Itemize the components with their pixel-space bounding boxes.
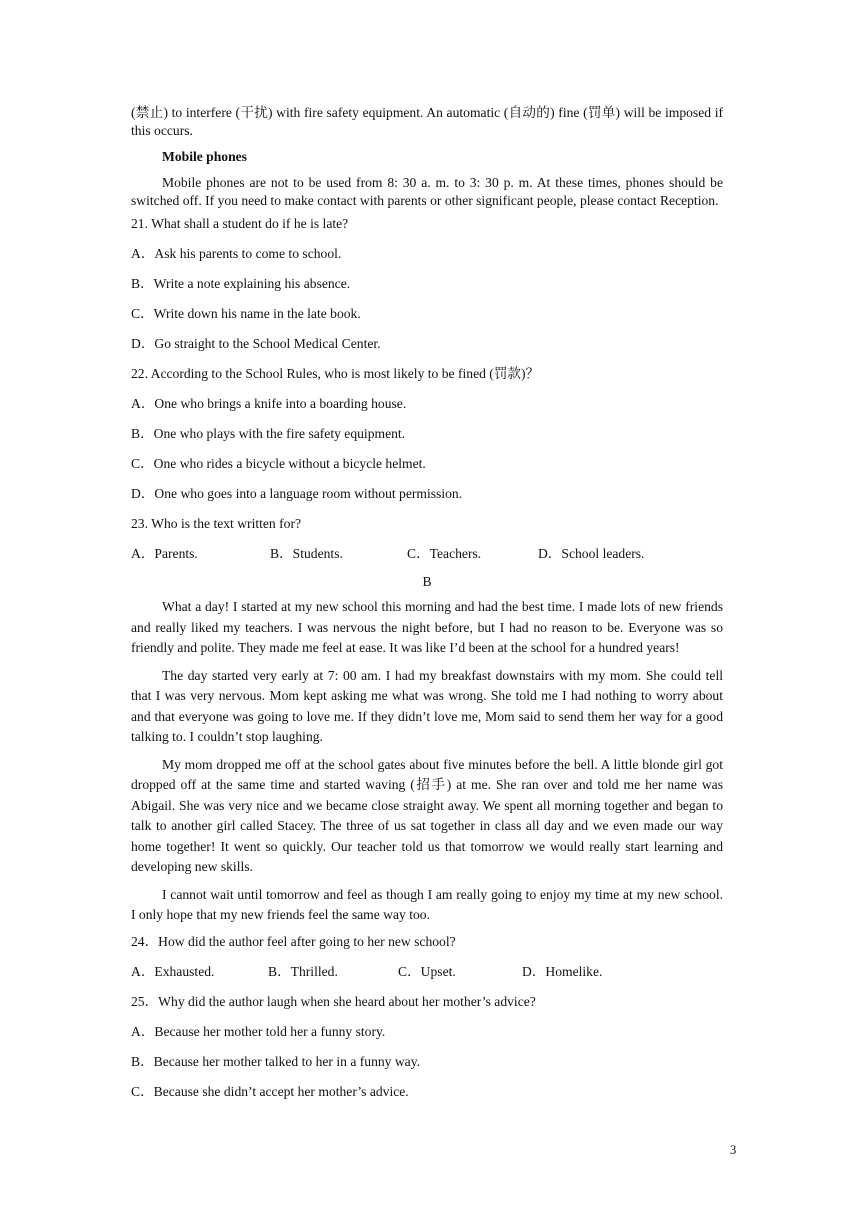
page-number: 3 bbox=[730, 1143, 737, 1157]
question-22-option-c: C．One who rides a bicycle without a bicycle helmet. bbox=[131, 456, 426, 471]
question-24-option-b: B．Thrilled. bbox=[268, 963, 338, 979]
mobile-phones-paragraph: Mobile phones are not to be used from 8: 30 a. m. to 3: 30 p. m. At these times, phones should be switched off. If you need to make contact with parents or other significant people, please contact Reception. bbox=[131, 175, 723, 208]
question-23-option-b: B．Students. bbox=[270, 546, 343, 561]
question-23-text: 23. Who is the text written for? bbox=[131, 516, 302, 531]
question-25-text: 25．Why did the author laugh when she heard about her mother’s advice? bbox=[131, 993, 536, 1009]
question-24-option-a: A．Exhausted. bbox=[131, 963, 215, 979]
story-paragraph-3: My mom dropped me off at the school gates about five minutes before the bell. A little blonde girl got dropped off at the same time and started waving (招手) at me. She ran over and told me her name was Abigail. She was very nice and we became close straight away. We spent all morning together and began to talk to another girl called Stacey. The three of us sat together in class all day and we even made our way home together! It went so quickly. Our teacher told us that tomorrow we would really start learning and developing new skills. bbox=[131, 756, 723, 874]
question-23 bbox=[131, 515, 723, 563]
question-24-option-c: C．Upset. bbox=[398, 963, 456, 979]
story-paragraph-4: I cannot wait until tomorrow and feel as though I am really going to enjoy my time at my new school. I only hope that my new friends feel the same way too. bbox=[131, 886, 723, 922]
question-24-options bbox=[131, 963, 723, 981]
question-24-text: 24．How did the author feel after going to her new school? bbox=[131, 933, 456, 949]
question-25-option-c: C．Because she didn’t accept her mother’s advice. bbox=[131, 1083, 409, 1099]
question-21 bbox=[131, 215, 723, 353]
question-25-option-a: A．Because her mother told her a funny story. bbox=[131, 1023, 386, 1039]
story-paragraph-1: What a day! I started at my new school this morning and had the best time. I made lots of new friends and really liked my teachers. I was nervous the night before, but I had no reason to be. Everyone was so friendly and polite. They made me feel at ease. It was like I’d been at the school for a hundred years! bbox=[131, 599, 723, 655]
question-22-option-a: A．One who brings a knife into a boarding house. bbox=[131, 396, 407, 411]
question-23-options bbox=[131, 545, 723, 563]
question-22-option-d: D．One who goes into a language room without permission. bbox=[131, 486, 463, 501]
question-23-option-d: D．School leaders. bbox=[538, 546, 645, 561]
question-21-text: 21. What shall a student do if he is late? bbox=[131, 216, 349, 231]
question-23-option-c: C．Teachers. bbox=[407, 546, 482, 561]
question-23-option-a: A．Parents. bbox=[131, 546, 198, 561]
question-22 bbox=[131, 365, 723, 503]
question-21-option-d: D．Go straight to the School Medical Center. bbox=[131, 336, 381, 351]
mobile-phones-heading: Mobile phones bbox=[162, 149, 247, 164]
intro-paragraph: (禁止) to interfere (干扰) with fire safety equipment. An automatic (自动的) fine (罚单) will be imposed if this occurs. bbox=[131, 105, 723, 138]
document-page bbox=[131, 104, 723, 1101]
section-b-title: B bbox=[422, 574, 432, 589]
question-21-option-b: B．Write a note explaining his absence. bbox=[131, 276, 351, 291]
question-24 bbox=[131, 933, 723, 981]
question-22-text: 22. According to the School Rules, who is most likely to be fined (罚款)？ bbox=[131, 366, 540, 381]
question-25-option-b: B．Because her mother talked to her in a funny way. bbox=[131, 1053, 421, 1069]
question-21-option-c: C．Write down his name in the late book. bbox=[131, 306, 361, 321]
question-24-option-d: D．Homelike. bbox=[522, 963, 603, 979]
question-25 bbox=[131, 993, 723, 1101]
question-22-option-b: B．One who plays with the fire safety equipment. bbox=[131, 426, 406, 441]
story-paragraph-2: The day started very early at 7: 00 am. I had my breakfast downstairs with my mom. She could tell that I was very nervous. Mom kept asking me what was wrong. She told me I had nothing to worry about and that everyone was going to love me. If they didn’t love me, Mom said to send them her way for a good talking to. I couldn’t stop laughing. bbox=[131, 667, 723, 744]
question-21-option-a: A．Ask his parents to come to school. bbox=[131, 246, 342, 261]
